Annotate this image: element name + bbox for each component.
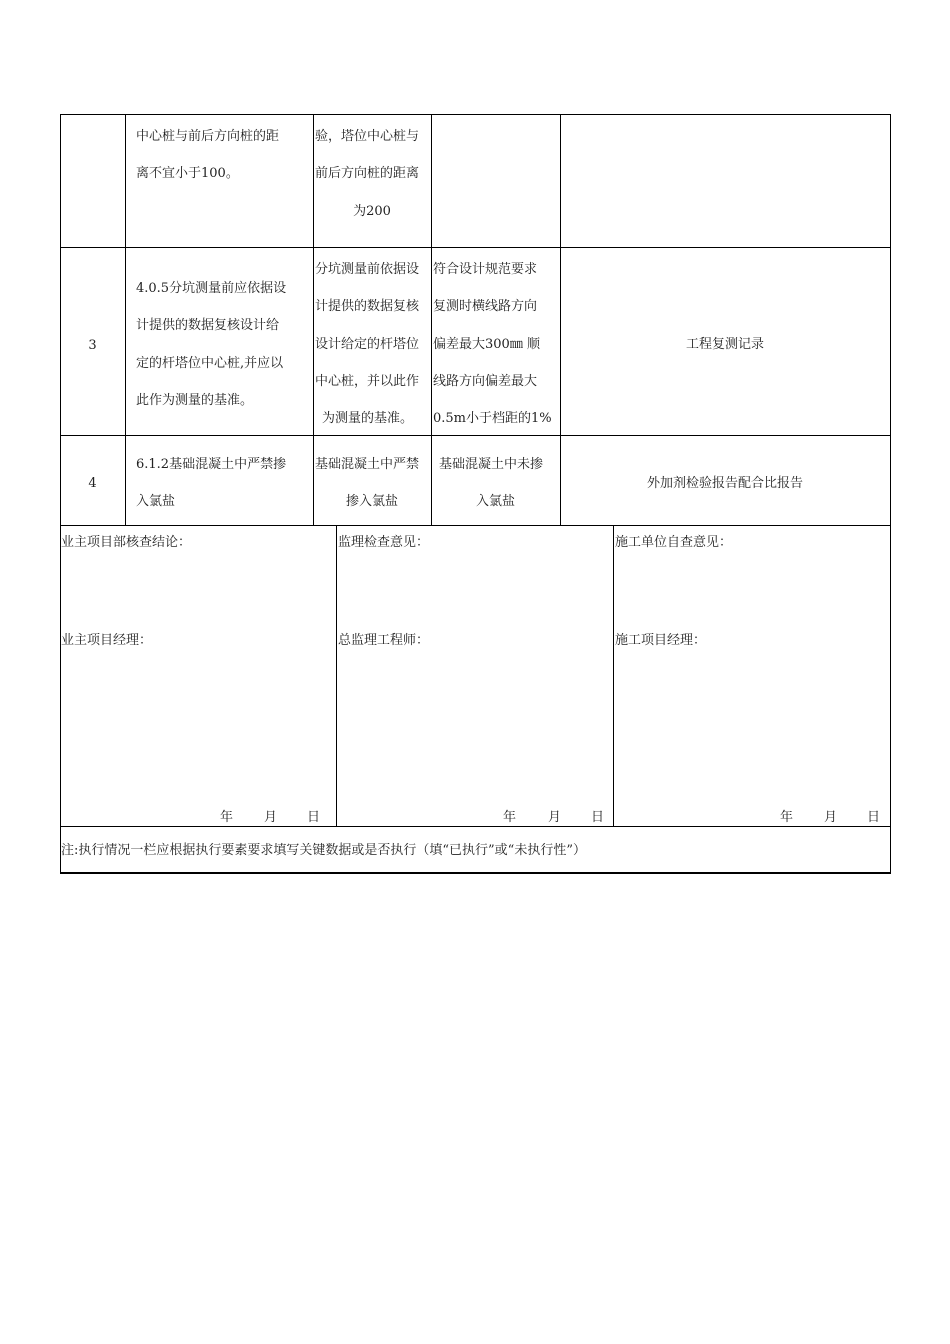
execution-line: 前后方向桩的距离 — [315, 166, 420, 181]
requirement-line: 4.0.5分坑测量前应依据设 — [136, 281, 287, 296]
footnote: 注:执行情况一栏应根据执行要素要求填写关键数据或是否执行（填“已执行”或“未执行性”） — [61, 843, 586, 858]
month-label: 月 — [824, 810, 838, 825]
execution-line: 为200 — [353, 204, 391, 219]
month-label: 月 — [264, 810, 278, 825]
requirement-line: 中心桩与前后方向桩的距 — [136, 129, 280, 144]
requirement-line: 计提供的数据复核设计给 — [136, 318, 280, 333]
execution-line: 中心桩，并以此作 — [315, 374, 420, 389]
year-label: 年 — [780, 810, 794, 825]
column-divider — [560, 114, 561, 525]
supervisor-opinion-label: 监理检查意见： — [338, 535, 430, 550]
execution-line: 分坑测量前依据设 — [315, 262, 420, 277]
day-label: 日 — [591, 810, 605, 825]
execution-line: 计提供的数据复核 — [315, 299, 420, 314]
day-label: 日 — [307, 810, 321, 825]
row-divider — [60, 826, 891, 827]
result-line: 入氯盐 — [475, 494, 515, 509]
result-line: 0.5m小于档距的1% — [433, 411, 552, 426]
column-divider — [613, 525, 614, 826]
column-divider — [431, 114, 432, 525]
execution-line: 为测量的基准。 — [322, 411, 414, 426]
column-divider — [125, 114, 126, 525]
row-number: 3 — [88, 338, 97, 353]
month-label: 月 — [548, 810, 562, 825]
table-border-right — [890, 114, 891, 874]
result-line: 复测时横线路方向 — [433, 299, 538, 314]
owner-manager-label: 业主项目经理： — [61, 633, 153, 648]
owner-conclusion-label: 业主项目部核查结论： — [61, 535, 192, 550]
day-label: 日 — [867, 810, 881, 825]
execution-line: 设计给定的杆塔位 — [315, 337, 420, 352]
requirement-line: 6.1.2基础混凝土中严禁掺 — [136, 457, 287, 472]
result-line: 偏差最大300㎜ 顺 — [433, 337, 540, 352]
contractor-manager-label: 施工项目经理： — [615, 633, 707, 648]
result-line: 符合设计规范要求 — [433, 262, 538, 277]
row-number: 4 — [88, 476, 97, 491]
requirement-line: 离不宜小于100。 — [136, 166, 239, 181]
execution-line: 验，塔位中心桩与 — [315, 129, 420, 144]
result-line: 基础混凝土中未掺 — [439, 457, 544, 472]
requirement-line: 定的杆塔位中心桩,并应以 — [136, 356, 284, 371]
chief-supervisor-label: 总监理工程师： — [338, 633, 430, 648]
row-divider — [60, 247, 891, 248]
year-label: 年 — [503, 810, 517, 825]
column-divider — [313, 114, 314, 525]
column-divider — [336, 525, 337, 826]
execution-line: 基础混凝土中严禁 — [315, 457, 420, 472]
table-border-top — [60, 114, 891, 115]
execution-line: 掺入氯盐 — [345, 494, 398, 509]
table-border-bottom — [60, 872, 891, 874]
evidence-text: 外加剂检验报告配合比报告 — [646, 476, 803, 491]
year-label: 年 — [220, 810, 234, 825]
result-line: 线路方向偏差最大 — [433, 374, 538, 389]
requirement-line: 此作为测量的基准。 — [136, 393, 254, 408]
evidence-text: 工程复测记录 — [685, 337, 764, 352]
requirement-line: 入氯盐 — [136, 494, 176, 509]
contractor-opinion-label: 施工单位自查意见： — [615, 535, 733, 550]
